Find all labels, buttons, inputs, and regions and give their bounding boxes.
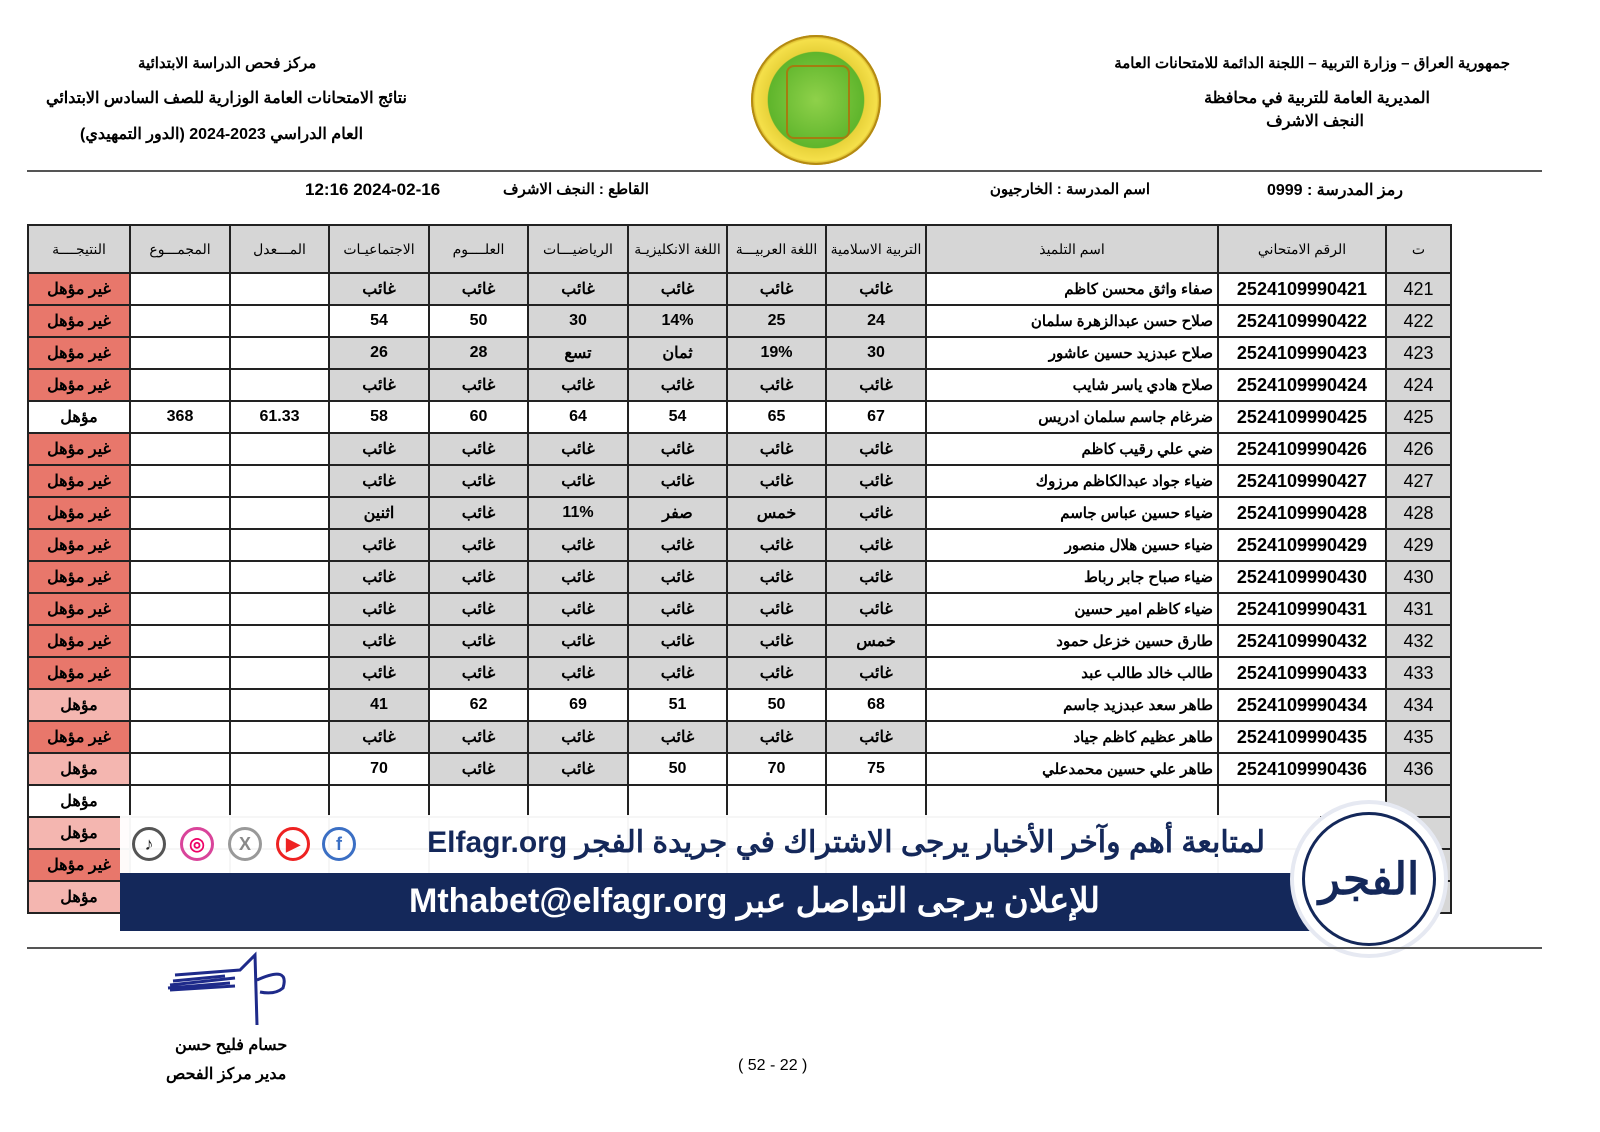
- result-badge: مؤهل: [28, 689, 130, 721]
- result-badge: غير مؤهل: [28, 337, 130, 369]
- subject-score: غائب: [429, 593, 528, 625]
- table-row: [28, 529, 1451, 561]
- subject-score: غائب: [628, 529, 727, 561]
- row-number: 431: [1386, 593, 1451, 625]
- table-row: [28, 625, 1451, 657]
- subject-score: 50: [429, 305, 528, 337]
- average: [230, 497, 329, 529]
- column-header: التربية الاسلامية: [826, 225, 926, 273]
- subject-score: غائب: [628, 593, 727, 625]
- subject-score: 54: [628, 401, 727, 433]
- column-header: اسم التلميذ: [926, 225, 1218, 273]
- subject-score: غائب: [528, 593, 628, 625]
- subject-score: تسع: [528, 337, 628, 369]
- student-name: ضياء صباح جابر رباط: [926, 561, 1218, 593]
- subject-score: غائب: [628, 273, 727, 305]
- subject-score: غائب: [826, 433, 926, 465]
- subject-score: غائب: [329, 273, 429, 305]
- subject-score: 70: [727, 753, 826, 785]
- table-row: [28, 689, 1451, 721]
- row-number: 422: [1386, 305, 1451, 337]
- table-row: [28, 657, 1451, 689]
- student-name: طاهر عظيم كاظم جياد: [926, 721, 1218, 753]
- row-number: 430: [1386, 561, 1451, 593]
- table-row: [28, 561, 1451, 593]
- subject-score: غائب: [528, 721, 628, 753]
- table-row: [28, 497, 1451, 529]
- school-name: اسم المدرسة : الخارجيون: [989, 181, 1150, 198]
- subject-score: صفر: [628, 497, 727, 529]
- subject-score: غائب: [429, 369, 528, 401]
- column-header: النتيجــــة: [28, 225, 130, 273]
- exam-number: 2524109990430: [1218, 561, 1386, 593]
- exam-number: 2524109990429: [1218, 529, 1386, 561]
- result-badge: مؤهل: [28, 785, 130, 817]
- header-year: العام الدراسي 2023-2024 (الدور التمهيدي): [80, 126, 364, 143]
- student-name: صلاح هادي ياسر شايب: [926, 369, 1218, 401]
- subject-score: 19%: [727, 337, 826, 369]
- exam-number: 2524109990425: [1218, 401, 1386, 433]
- header-ministry: جمهورية العراق – وزارة التربية – اللجنة الدائمة للامتحانات العامة: [1114, 55, 1510, 72]
- divider: [27, 170, 1542, 172]
- subject-score: 65: [727, 401, 826, 433]
- average: [230, 561, 329, 593]
- table-row: [28, 305, 1451, 337]
- row-number: 433: [1386, 657, 1451, 689]
- subject-score: غائب: [329, 625, 429, 657]
- subject-score: غائب: [826, 657, 926, 689]
- student-name: ضياء كاظم امير حسين: [926, 593, 1218, 625]
- subject-score: [528, 785, 628, 817]
- column-header: العلــــوم: [429, 225, 528, 273]
- exam-number: 2524109990432: [1218, 625, 1386, 657]
- total: [130, 593, 230, 625]
- subject-score: 24: [826, 305, 926, 337]
- result-badge: غير مؤهل: [28, 657, 130, 689]
- subject-score: غائب: [628, 465, 727, 497]
- subject-score: غائب: [826, 497, 926, 529]
- student-name: طالب خالد طالب عبد: [926, 657, 1218, 689]
- subject-score: 50: [628, 753, 727, 785]
- subject-score: 70: [329, 753, 429, 785]
- subject-score: غائب: [628, 721, 727, 753]
- average: [230, 689, 329, 721]
- subject-score: غائب: [528, 657, 628, 689]
- student-name: طارق حسين خزعل حمود: [926, 625, 1218, 657]
- subject-score: 26: [329, 337, 429, 369]
- subject-score: 67: [826, 401, 926, 433]
- row-number: 426: [1386, 433, 1451, 465]
- subject-score: غائب: [429, 561, 528, 593]
- subject-score: غائب: [826, 273, 926, 305]
- table-row: [28, 273, 1451, 305]
- subject-score: 25: [727, 305, 826, 337]
- result-badge: مؤهل: [28, 753, 130, 785]
- exam-number: 2524109990421: [1218, 273, 1386, 305]
- subject-score: غائب: [329, 657, 429, 689]
- total: [130, 689, 230, 721]
- average: [230, 721, 329, 753]
- total: [130, 785, 230, 817]
- column-header: ت: [1386, 225, 1451, 273]
- exam-number: 2524109990433: [1218, 657, 1386, 689]
- average: [230, 753, 329, 785]
- total: [130, 657, 230, 689]
- subject-score: غائب: [528, 561, 628, 593]
- table-row: [28, 785, 1451, 817]
- total: [130, 753, 230, 785]
- exam-number: 2524109990426: [1218, 433, 1386, 465]
- x-icon[interactable]: X: [228, 827, 262, 861]
- subject-score: [429, 785, 528, 817]
- exam-number: 2524109990431: [1218, 593, 1386, 625]
- exam-number: 2524109990428: [1218, 497, 1386, 529]
- average: [230, 273, 329, 305]
- result-badge: غير مؤهل: [28, 497, 130, 529]
- total: [130, 529, 230, 561]
- header-center: مركز فحص الدراسة الابتدائية: [138, 55, 317, 72]
- row-number: 423: [1386, 337, 1451, 369]
- table-row: [28, 337, 1451, 369]
- exam-number: 2524109990427: [1218, 465, 1386, 497]
- student-name: صلاح عبدزيد حسين عاشور: [926, 337, 1218, 369]
- subject-score: 62: [429, 689, 528, 721]
- subject-score: غائب: [826, 529, 926, 561]
- average: [230, 305, 329, 337]
- page-number: ( 52 - 22 ): [738, 1057, 808, 1074]
- subject-score: غائب: [727, 593, 826, 625]
- row-number: 421: [1386, 273, 1451, 305]
- subject-score: خمس: [727, 497, 826, 529]
- row-number: 427: [1386, 465, 1451, 497]
- divider-bottom: [27, 947, 1542, 949]
- subject-score: غائب: [528, 433, 628, 465]
- total: [130, 465, 230, 497]
- results-table: [27, 224, 1452, 914]
- student-name: طاهر سعد عبدزيد جاسم: [926, 689, 1218, 721]
- student-name: [926, 785, 1218, 817]
- total: [130, 433, 230, 465]
- subject-score: غائب: [429, 529, 528, 561]
- column-header: اللغة الانكليزيـة: [628, 225, 727, 273]
- column-header: الاجتماعيـات: [329, 225, 429, 273]
- table-row: [28, 753, 1451, 785]
- result-badge: مؤهل: [28, 881, 130, 913]
- subject-score: [628, 785, 727, 817]
- row-number: 428: [1386, 497, 1451, 529]
- ministry-logo: [751, 35, 881, 165]
- total: [130, 497, 230, 529]
- signer-name: حسام فليح حسن: [175, 1037, 288, 1054]
- table-row: [28, 593, 1451, 625]
- average: [230, 337, 329, 369]
- subject-score: غائب: [528, 273, 628, 305]
- student-name: طاهر علي حسين محمدعلي: [926, 753, 1218, 785]
- result-badge: غير مؤهل: [28, 593, 130, 625]
- print-datetime: 12:16 2024-02-16: [305, 180, 441, 199]
- subject-score: 60: [429, 401, 528, 433]
- result-badge: غير مؤهل: [28, 529, 130, 561]
- subject-score: [727, 785, 826, 817]
- result-badge: غير مؤهل: [28, 433, 130, 465]
- subject-score: غائب: [727, 657, 826, 689]
- instagram-icon[interactable]: ◎: [180, 827, 214, 861]
- district: القاطع : النجف الاشرف: [503, 181, 649, 198]
- result-badge: غير مؤهل: [28, 369, 130, 401]
- average: [230, 593, 329, 625]
- result-badge: غير مؤهل: [28, 561, 130, 593]
- exam-number: 2524109990435: [1218, 721, 1386, 753]
- column-header: الرياضيـــات: [528, 225, 628, 273]
- subject-score: غائب: [429, 721, 528, 753]
- average: [230, 369, 329, 401]
- subject-score: غائب: [528, 369, 628, 401]
- student-name: ضياء حسين عباس جاسم: [926, 497, 1218, 529]
- subject-score: 28: [429, 337, 528, 369]
- student-name: ضرغام جاسم سلمان ادريس: [926, 401, 1218, 433]
- total: [130, 369, 230, 401]
- subject-score: 41: [329, 689, 429, 721]
- subject-score: غائب: [528, 465, 628, 497]
- signature: [165, 950, 295, 1030]
- header-title: نتائج الامتحانات العامة الوزارية للصف السادس الابتدائي: [46, 90, 407, 107]
- youtube-icon[interactable]: ▶: [276, 827, 310, 861]
- subject-score: اثنين: [329, 497, 429, 529]
- subject-score: 58: [329, 401, 429, 433]
- subject-score: غائب: [429, 657, 528, 689]
- student-name: ضياء حسين هلال منصور: [926, 529, 1218, 561]
- total: [130, 337, 230, 369]
- subject-score: غائب: [727, 369, 826, 401]
- total: [130, 561, 230, 593]
- subject-score: غائب: [429, 273, 528, 305]
- school-code: رمز المدرسة : 0999: [1266, 182, 1403, 199]
- header-directorate: المديرية العامة للتربية في محافظة: [1204, 90, 1430, 107]
- subject-score: غائب: [329, 465, 429, 497]
- subject-score: 75: [826, 753, 926, 785]
- subject-score: غائب: [826, 593, 926, 625]
- subject-score: غائب: [429, 465, 528, 497]
- subject-score: غائب: [329, 529, 429, 561]
- elfagr-logo: الفجر: [1290, 800, 1448, 958]
- column-header: اللغة العربيـــة: [727, 225, 826, 273]
- subject-score: غائب: [826, 721, 926, 753]
- subject-score: غائب: [727, 529, 826, 561]
- subject-score: غائب: [329, 433, 429, 465]
- total: [130, 273, 230, 305]
- subject-score: غائب: [628, 657, 727, 689]
- subject-score: 54: [329, 305, 429, 337]
- table-row: [28, 465, 1451, 497]
- average: 61.33: [230, 401, 329, 433]
- table-row: [28, 721, 1451, 753]
- banner-line2: للإعلان يرجى التواصل عبر Mthabet@elfagr.org: [409, 882, 1100, 920]
- subject-score: 30: [826, 337, 926, 369]
- subject-score: غائب: [528, 625, 628, 657]
- row-number: 435: [1386, 721, 1451, 753]
- subject-score: غائب: [727, 465, 826, 497]
- subject-score: غائب: [727, 433, 826, 465]
- result-badge: مؤهل: [28, 401, 130, 433]
- result-badge: غير مؤهل: [28, 625, 130, 657]
- subject-score: غائب: [528, 753, 628, 785]
- subject-score: غائب: [429, 753, 528, 785]
- average: [230, 785, 329, 817]
- subject-score: غائب: [329, 561, 429, 593]
- signer-title: مدير مركز الفحص: [166, 1066, 287, 1083]
- subject-score: غائب: [628, 625, 727, 657]
- subject-score: غائب: [329, 369, 429, 401]
- row-number: 436: [1386, 753, 1451, 785]
- average: [230, 433, 329, 465]
- table-row: [28, 433, 1451, 465]
- subject-score: غائب: [429, 433, 528, 465]
- elfagr-banner: [120, 815, 1450, 940]
- exam-number: 2524109990434: [1218, 689, 1386, 721]
- subject-score: 51: [628, 689, 727, 721]
- result-badge: غير مؤهل: [28, 305, 130, 337]
- subject-score: غائب: [429, 625, 528, 657]
- subject-score: [329, 785, 429, 817]
- total: [130, 721, 230, 753]
- result-badge: غير مؤهل: [28, 849, 130, 881]
- total: [130, 305, 230, 337]
- tiktok-icon[interactable]: ♪: [132, 827, 166, 861]
- average: [230, 529, 329, 561]
- student-name: صفاء واثق محسن كاظم: [926, 273, 1218, 305]
- subject-score: غائب: [826, 561, 926, 593]
- subject-score: خمس: [826, 625, 926, 657]
- subject-score: غائب: [727, 625, 826, 657]
- result-badge: غير مؤهل: [28, 273, 130, 305]
- subject-score: غائب: [429, 497, 528, 529]
- exam-number: 2524109990422: [1218, 305, 1386, 337]
- exam-number: 2524109990424: [1218, 369, 1386, 401]
- subject-score: 11%: [528, 497, 628, 529]
- table-row: [28, 401, 1451, 433]
- subject-score: 68: [826, 689, 926, 721]
- subject-score: غائب: [329, 721, 429, 753]
- average: [230, 465, 329, 497]
- row-number: 432: [1386, 625, 1451, 657]
- subject-score: 14%: [628, 305, 727, 337]
- facebook-icon[interactable]: f: [322, 827, 356, 861]
- subject-score: غائب: [628, 433, 727, 465]
- banner-line1: لمتابعة أهم وآخر الأخبار يرجى الاشتراك في جريدة الفجر Elfagr.org: [427, 826, 1265, 859]
- subject-score: 69: [528, 689, 628, 721]
- column-header: المـــعدل: [230, 225, 329, 273]
- subject-score: غائب: [628, 369, 727, 401]
- subject-score: 30: [528, 305, 628, 337]
- average: [230, 657, 329, 689]
- row-number: 424: [1386, 369, 1451, 401]
- student-name: ضي علي رقيب كاظم: [926, 433, 1218, 465]
- total: 368: [130, 401, 230, 433]
- subject-score: غائب: [826, 465, 926, 497]
- result-badge: غير مؤهل: [28, 721, 130, 753]
- exam-number: 2524109990423: [1218, 337, 1386, 369]
- result-badge: غير مؤهل: [28, 465, 130, 497]
- row-number: 429: [1386, 529, 1451, 561]
- exam-number: 2524109990436: [1218, 753, 1386, 785]
- subject-score: غائب: [727, 561, 826, 593]
- subject-score: غائب: [628, 561, 727, 593]
- student-name: ضياء جواد عبدالكاظم مرزوك: [926, 465, 1218, 497]
- row-number: 434: [1386, 689, 1451, 721]
- subject-score: غائب: [727, 273, 826, 305]
- column-header: الرقم الامتحاني: [1218, 225, 1386, 273]
- total: [130, 625, 230, 657]
- subject-score: غائب: [727, 721, 826, 753]
- column-header: المجمـــوع: [130, 225, 230, 273]
- result-badge: مؤهل: [28, 817, 130, 849]
- subject-score: ثمان: [628, 337, 727, 369]
- subject-score: غائب: [329, 593, 429, 625]
- row-number: 425: [1386, 401, 1451, 433]
- subject-score: 64: [528, 401, 628, 433]
- subject-score: [826, 785, 926, 817]
- student-name: صلاح حسن عبدالزهرة سلمان: [926, 305, 1218, 337]
- header-province: النجف الاشرف: [1266, 113, 1364, 130]
- subject-score: غائب: [528, 529, 628, 561]
- subject-score: غائب: [826, 369, 926, 401]
- average: [230, 625, 329, 657]
- table-row: [28, 369, 1451, 401]
- subject-score: 50: [727, 689, 826, 721]
